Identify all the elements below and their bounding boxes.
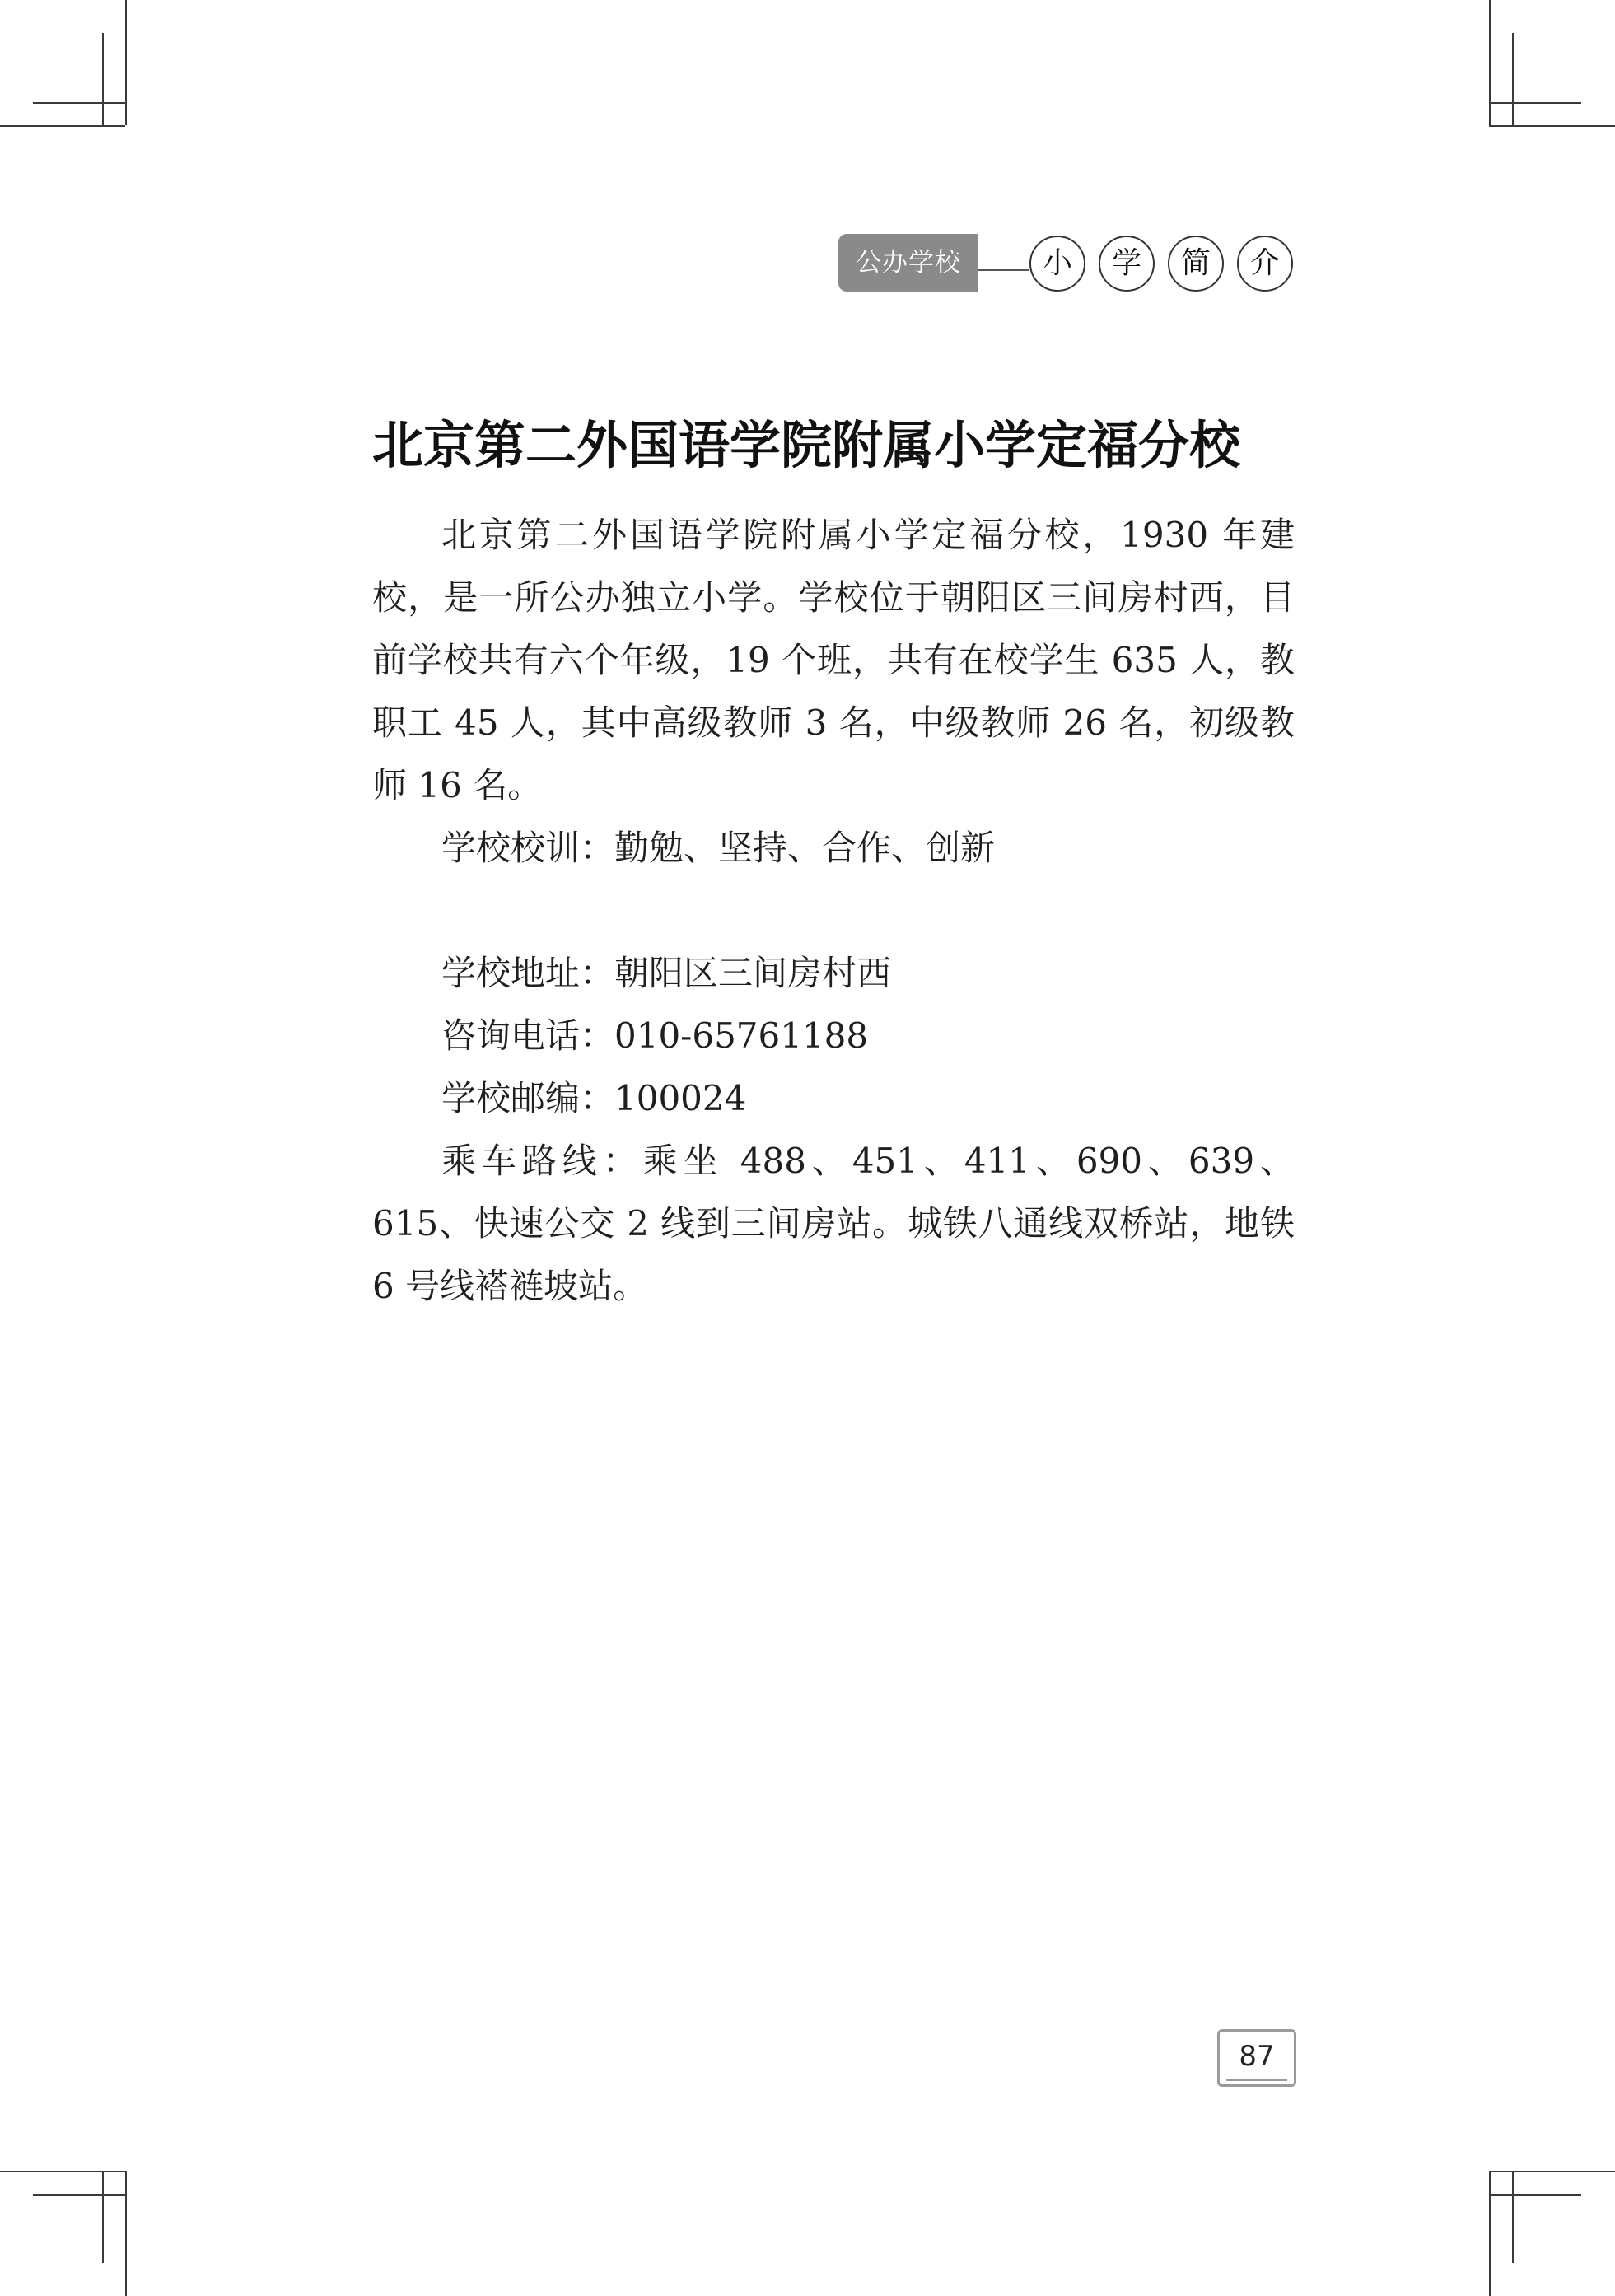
consult-phone: 咨询电话：010-65761188 [441,1015,869,1056]
school-motto: 学校校训：勤勉、坚持、合作、创新 [441,828,996,868]
crop-mark [102,2171,104,2263]
crop-mark [102,33,104,125]
header-circle-title [1029,236,1293,292]
transit-route: 乘车路线：乘坐 488、451、411、690、639、615、快速公交 2 线到三间房站。城铁八通线双桥站，地铁 6 号线褡裢坡站。 [372,1141,1295,1306]
crop-mark [1489,2171,1491,2296]
circle-char: 学 [1099,236,1155,292]
school-address: 学校地址：朝阳区三间房村西 [441,953,892,993]
circle-char: 小 [1029,236,1085,292]
crop-mark [1512,2171,1514,2263]
crop-mark [1489,0,1491,125]
page-number: 87 [1217,2029,1296,2087]
section-tag: 公办学校 [838,234,978,292]
header-connector-line [978,269,1029,271]
crop-mark [1512,33,1514,125]
spacer [372,880,1295,942]
school-postcode: 学校邮编：100024 [441,1078,747,1118]
crop-mark [0,125,125,127]
page-title: 北京第二外国语学院附属小学定福分校 [372,415,1241,475]
article-body [372,504,1295,1318]
crop-mark [33,102,125,104]
crop-mark [1489,2171,1615,2172]
circle-char: 简 [1168,236,1224,292]
circle-char: 介 [1237,236,1293,292]
crop-mark [1489,2194,1581,2196]
crop-mark [1489,125,1615,127]
intro-paragraph: 北京第二外国语学院附属小学定福分校，1930 年建校，是一所公办独立小学。学校位于朝阳区三间房村西，目前学校共有六个年级，19 个班，共有在校学生 635 人，教职工 45 人，其中高级教师 3 名，中级教师 26 名，初级教师 16 名。 [372,515,1295,805]
crop-mark [125,2171,127,2296]
crop-mark [1489,102,1581,104]
crop-mark [33,2194,125,2196]
crop-mark [0,2171,125,2172]
crop-mark [125,0,127,125]
